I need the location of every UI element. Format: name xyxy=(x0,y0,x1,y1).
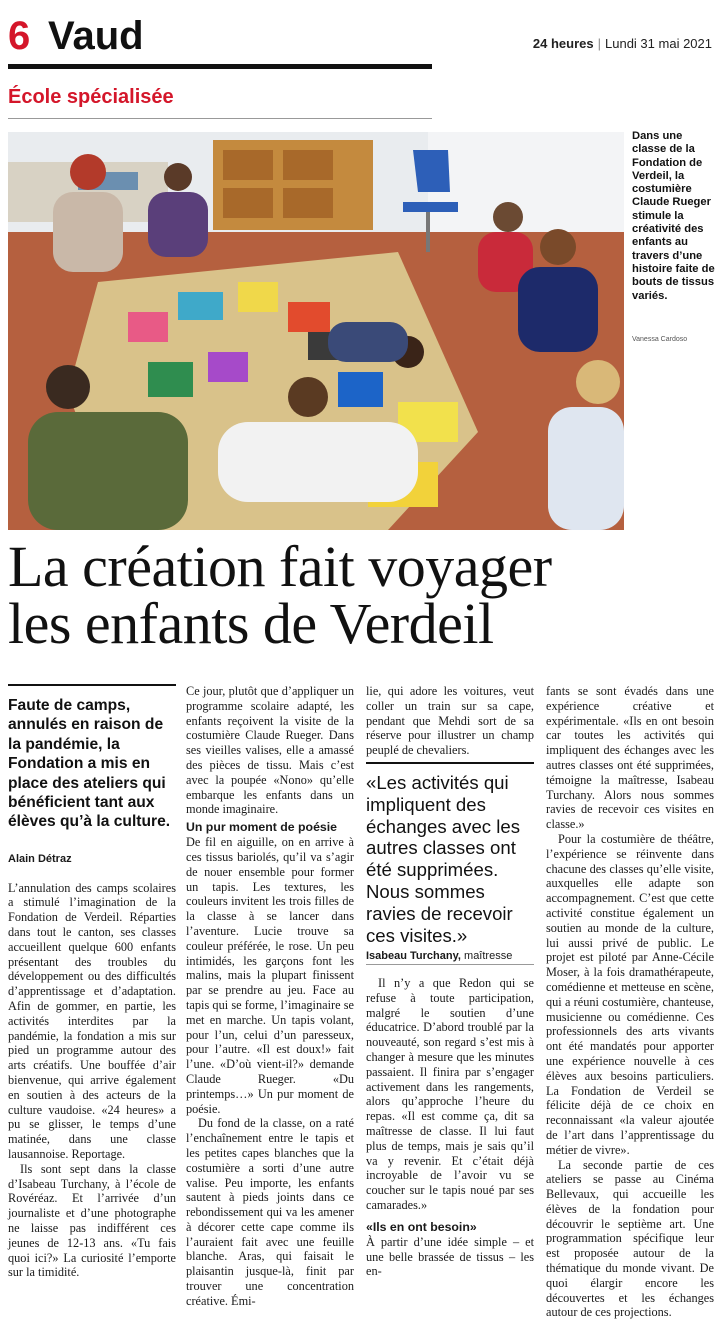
body-paragraph: La seconde partie de ces ateliers se passe au Cinéma Bellevaux, qui accueille les élèves de la fondation pour découvrir le septième art. Une programmation spécifique leur est proposée autour de la thématique du monde vivant. De quoi élargir encore les découvertes et les échanges autour de ces projections. xyxy=(546,1158,714,1320)
body-paragraph: À partir d’une idée simple – et une belle brassée de tissus – les en- xyxy=(366,1235,534,1279)
body-paragraph: Pour la costumière de théâtre, l’expérience se réinvente dans chacune des classes qu’elle visite, auxquelles elle adapte son accompagnement. C’est que cette activité constitue également un soutien au monde de la culture, lui aussi privé de public. Le projet est piloté par Anne-Cécile Moser, à la fois dramathérapeute, comédienne et metteuse en scène, qui a réuni costumière, chanteuse, musicienne ou comédienne. Ces professionnels des arts vivants ont été mandatés pour apporter une expérience nouvelle à ces élèves aux besoins particuliers. La Fondation de Verdeil se félicite déjà de ce choix en reconnaissant «la valeur ajoutée de l’art dans l’apprentissage du métier de vivre». xyxy=(546,832,714,1158)
article-column-1 xyxy=(8,684,176,1280)
body-paragraph: Ils sont sept dans la classe d’Isabeau Turchany, à l’école de Rovéréaz. Et l’arrivée d’un journaliste et d’une photographe ne laisse pas indifférent ces jeunes de 12-13 ans. «Tu fais quoi ici?» La curiosité l’emporte sur la timidité. xyxy=(8,1162,176,1280)
newspaper-name: 24 heures xyxy=(533,36,594,51)
article-column-3-continued xyxy=(366,976,534,1279)
quote-role: maîtresse xyxy=(464,950,512,962)
pull-quote xyxy=(366,762,534,962)
section-title: Vaud xyxy=(48,12,144,60)
body-paragraph: Ce jour, plutôt que d’appliquer un programme scolaire adapté, les enfants reçoivent la visite de la costumière Claude Rueger. Dans ses vieilles valises, elle a amassé des pièces de tissu. Mais c’est avec la poupée «Nono» qu’elle embarque les enfants dans un monde imaginaire. xyxy=(186,684,354,817)
pull-quote-text: «Les activités qui impliquent des échanges avec les autres classes ont été supprimées. Nous sommes ravies de recevoir ces visites.» xyxy=(366,772,534,946)
body-paragraph: Du fond de la classe, on a raté l’enchaînement entre le tapis et les petites capes blanches que la costumière a sorti d’une autre valise. Peu importe, les enfants sautent à pieds joints dans ce rebondissement qui va les amener à décorer cette cape comme ils l’auraient fait avec une feuille blanche. Aras, qui faisait le plaisantin jusque-là, finit par trouver une concentration créative. Émi- xyxy=(186,1116,354,1308)
photo-credit: Vanessa Cardoso xyxy=(632,336,687,343)
body-paragraph: De fil en aiguille, on en arrive à ces tissus bariolés, qu’il va s’agir de nouer ensemble pour former un tapis. Les textures, les couleurs invitent les trois filles de la classe à se lancer dans l’aventure. Lucie trouve sa couleur préférée, le rose. Un peu intimidés, les garçons font les malins, mais la plupart finissent par se prendre au jeu. Face au tapis qui se forme, l’imaginaire se met en marche. Un tapis volant, pour l’un, celui d’un paresseux, pour l’autre. «Il est doux!» fait l’une. «D’où vient-il?» demande Claude Rueger. «Du printemps…» Un pur moment de poésie. xyxy=(186,835,354,1116)
subheading: Un pur moment de poésie xyxy=(186,819,354,835)
page-header xyxy=(8,10,712,70)
body-paragraph: lie, qui adore les voitures, veut coller un train sur sa cape, pendant que Mehdi sort de sa réserve pour illustrer un champ peuplé de chevaliers. xyxy=(366,684,534,758)
header-rule xyxy=(8,64,432,69)
rubric: École spécialisée xyxy=(8,86,174,109)
photo-caption: Dans une classe de la Fondation de Verdeil, la costumière Claude Rueger stimule la créativité des enfants au travers d’une histoire faite de bouts de tissus variés. xyxy=(632,130,716,303)
article-column-2 xyxy=(186,684,354,1309)
page-number: 6 xyxy=(8,12,30,60)
article-lead: Faute de camps, annulés en raison de la pandémie, la Fondation a mis en place des ateliers qui bénéficient tant aux élèves qu’à la culture. xyxy=(8,696,176,832)
body-paragraph: L’annulation des camps scolaires a stimulé l’imagination de la Fondation de Verdeil. Réparties dans tout le canton, ses classes accueillent quelque 600 enfants présentant des troubles du développement ou des difficultés d’apprentissage et d’adaptation. Afin de gommer, en partie, les activités interdites par la pandémie, la fondation a mis sur pied un programme autour des arts créatifs. Une bouffée d’air bienvenue, qui arrive également en soutien à des acteurs de la culture vaudoise. «24 heures» a pu se glisser, le temps d’une matinée, dans une classe lausannoise. Reportage. xyxy=(8,881,176,1162)
headline-line-1: La création fait voyager xyxy=(8,534,552,599)
article-column-4 xyxy=(546,684,714,1320)
masthead-separator: | xyxy=(598,36,601,51)
article-column-3 xyxy=(366,684,534,758)
body-paragraph: Il n’y a que Redon qui se refuse à toute participation, malgré le soutien d’une éducatrice. D’abord troublé par la nouveauté, son regard s’est mis à changer à mesure que les minutes passaient. Il finira par s’engager activement dans les rangements, alors qu’approche l’heure du repas. «Il est comme ça, dit sa maîtresse de classe. Il lui faut plus de temps, mais je sais qu’il va y revenir. Et c’était déjà incroyable de l’avoir vu se coucher sur le tapis noué par ses camarades.» xyxy=(366,976,534,1213)
pull-quote-attribution xyxy=(366,950,534,962)
quote-author: Isabeau Turchany, xyxy=(366,950,461,962)
body-paragraph: fants se sont évadés dans une expérience créative et expérimentale. «Ils en ont besoin car toutes les activités qui impliquent des échanges avec les autres classes ont été supprimées, témoigne la maîtresse, Isabeau Turchany. Alors nous sommes ravies de recevoir ces visites en classe.» xyxy=(546,684,714,832)
author-byline: Alain Détraz xyxy=(8,852,176,867)
headline xyxy=(8,538,712,652)
pull-quote-rule xyxy=(366,964,534,965)
subheading: «Ils en ont besoin» xyxy=(366,1219,534,1235)
headline-line-2: les enfants de Verdeil xyxy=(8,591,494,656)
article-photo xyxy=(8,132,624,530)
rubric-rule xyxy=(8,118,432,119)
masthead xyxy=(533,36,712,51)
issue-date: Lundi 31 mai 2021 xyxy=(605,36,712,51)
